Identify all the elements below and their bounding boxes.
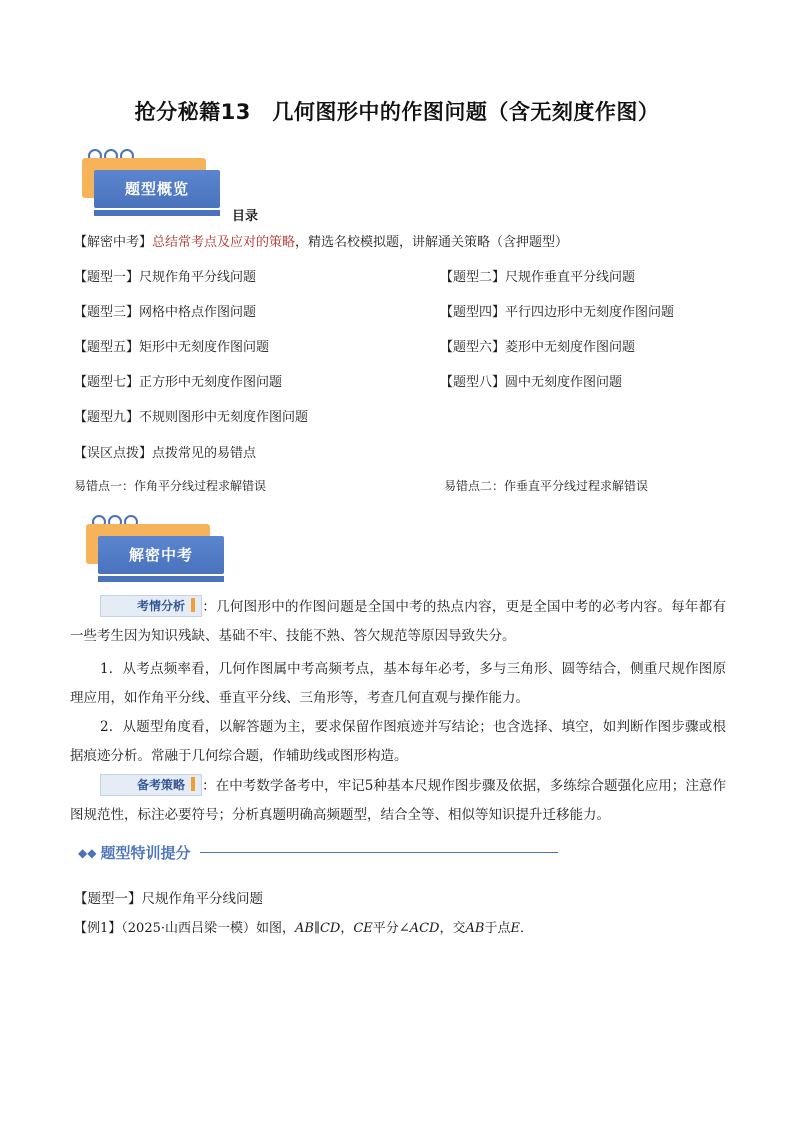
analysis-point-2: 2．从题型角度看，以解答题为主，要求保留作图痕迹并写结论；也含选择、填空，如判断作图步骤或根据痕迹分析。常融于几何综合题，作辅助线或图形构造。 bbox=[70, 719, 726, 764]
intro-tag: 【解密中考】 bbox=[74, 235, 153, 250]
decode-banner bbox=[82, 518, 242, 588]
section-heading: ◆◆ 题型特训提分 bbox=[78, 842, 558, 863]
intro-highlight: 总结常考点及应对的策略 bbox=[152, 235, 296, 250]
strategy-paragraph: 备考策略 ：在中考数学备考中，牢记5种基本尺规作图步骤及依据，多练综合题强化应用；注意作图规范性，标注必要符号；分析真题明确高频题型，结合全等、相似等知识提升迁移能力。 bbox=[70, 772, 726, 830]
toc-item[interactable]: 【题型一】尺规作角平分线问题 bbox=[74, 270, 257, 285]
strategy-tag: 备考策略 bbox=[100, 774, 202, 796]
overview-banner bbox=[78, 152, 238, 222]
toc-item[interactable]: 【题型三】网格中格点作图问题 bbox=[74, 305, 257, 320]
errors-line: 【误区点拨】点拨常见的易错点 bbox=[74, 446, 257, 461]
intro-line bbox=[74, 231, 568, 250]
toc-item[interactable]: 【题型二】尺规作垂直平分线问题 bbox=[440, 270, 636, 285]
toc-item[interactable]: 【题型八】圆中无刻度作图问题 bbox=[440, 375, 623, 390]
overview-banner-label: 题型概览 bbox=[94, 170, 220, 208]
analysis-tag: 考情分析 bbox=[100, 595, 202, 617]
analysis-paragraph: 考情分析 ：几何图形中的作图问题是全国中考的热点内容，更是全国中考的必考内容。每年都有一些考生因为知识残缺、基础不牢、技能不熟、答欠规范等原因导致失分。 bbox=[70, 593, 726, 651]
diamond-icon: ◆◆ bbox=[78, 845, 97, 860]
type1-heading: 【题型一】尺规作角平分线问题 bbox=[74, 891, 263, 907]
toc-item[interactable]: 【题型六】菱形中无刻度作图问题 bbox=[440, 340, 636, 355]
error-point: 易错点一：作角平分线过程求解错误 bbox=[74, 479, 267, 493]
error-point: 易错点二：作垂直平分线过程求解错误 bbox=[444, 479, 649, 493]
analysis-point-1: 1．从考点频率看，几何作图属中考高频考点，基本每年必考，多与三角形、圆等结合，侧重尺规作图原理应用，如作角平分线、垂直平分线、三角形等，考查几何直观与操作能力。 bbox=[70, 661, 726, 706]
toc-label: 目录 bbox=[232, 209, 259, 224]
toc-item[interactable]: 【题型五】矩形中无刻度作图问题 bbox=[74, 340, 270, 355]
toc-item[interactable]: 【题型七】正方形中无刻度作图问题 bbox=[74, 375, 283, 390]
decode-banner-label: 解密中考 bbox=[98, 536, 224, 574]
page-title: 抢分秘籍13 几何图形中的作图问题（含无刻度作图） bbox=[134, 100, 660, 124]
intro-rest: ，精选名校模拟题，讲解通关策略（含押题型） bbox=[295, 235, 569, 250]
toc-item[interactable]: 【题型四】平行四边形中无刻度作图问题 bbox=[440, 305, 675, 320]
toc-item[interactable]: 【题型九】不规则图形中无刻度作图问题 bbox=[74, 410, 309, 425]
example-1: 【例1】（2025·山西吕梁一模）如图，AB∥CD，CE平分∠ACD，交AB于点E． bbox=[74, 921, 533, 936]
